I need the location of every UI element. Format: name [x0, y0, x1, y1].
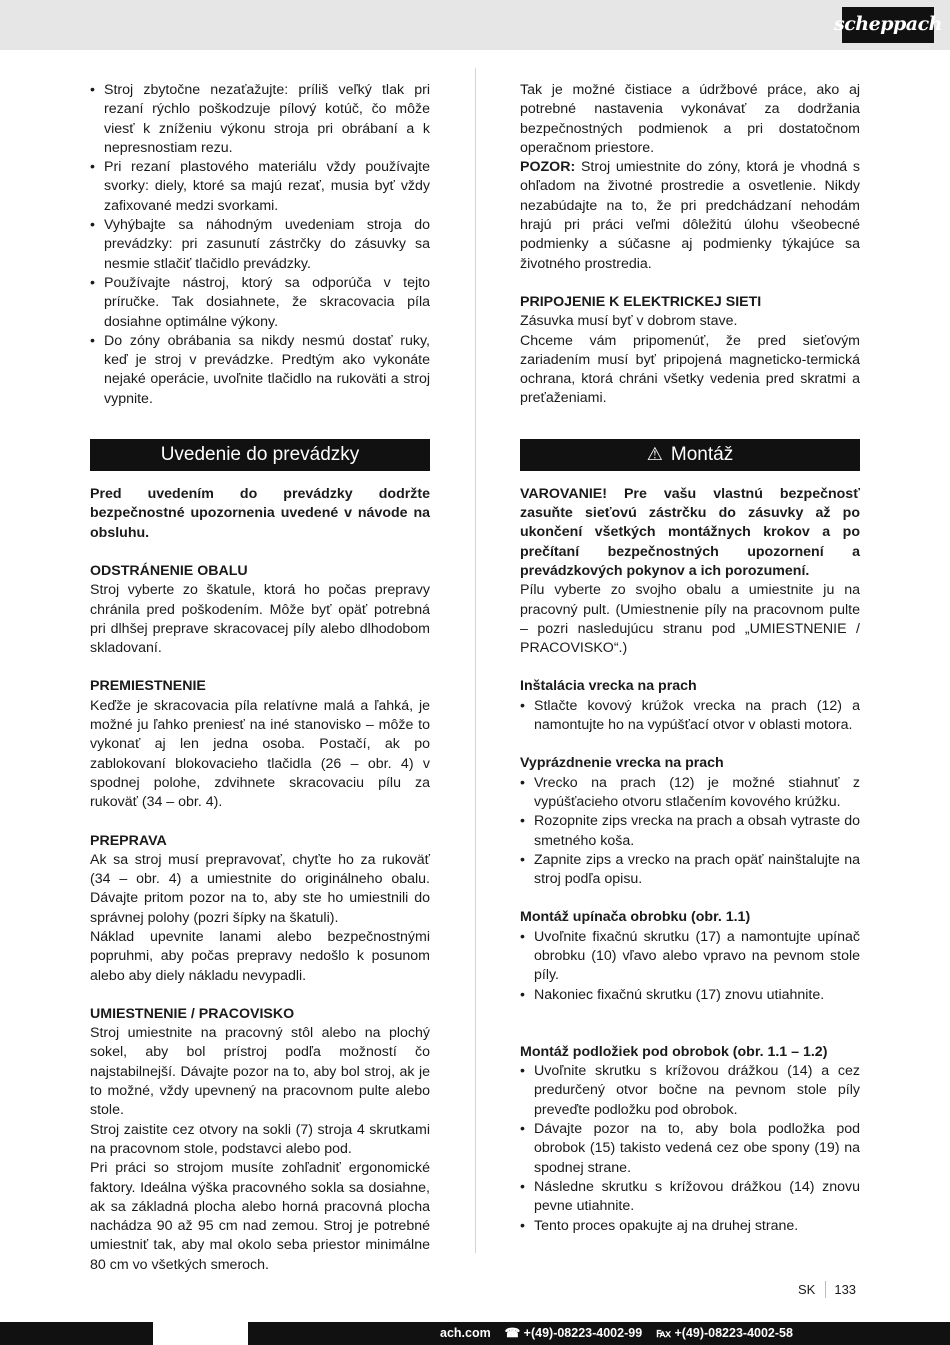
- dust-install-heading: Inštalácia vrecka na prach: [520, 678, 697, 695]
- support-list: [520, 1062, 860, 1236]
- footer-fax: ℻ +(49)-08223-4002-58: [656, 1326, 793, 1340]
- list-item: • Rozopnite zips vrecka na prach a obsah vytraste do smetného koša.: [520, 812, 860, 851]
- workplace-heading: UMIESTNENIE / PRACOVISKO: [90, 1005, 295, 1022]
- electrical-text: Zásuvka musí byť v dobrom stave.: [520, 313, 738, 330]
- assembly-warning: VAROVANIE! Pre vašu vlastnú bezpečnosť zasuňte sieťovú zástrčku do zásuvky až po ukončení všetkých montážnych krokov a po prečítaní bezpečnostných upozornení a prevádzkových pokynov a ich porozumení.: [520, 485, 860, 579]
- support-heading: Montáž podložiek pod obrobok (obr. 1.1 – 1.2): [520, 1043, 828, 1060]
- header-bar: [0, 0, 950, 50]
- right-column: [520, 81, 860, 1236]
- caution-text: Stroj umiestnite do zóny, ktorá je vhodná s ohľadom na životné prostredie a osvetlenie. Nikdy nezabúdajte na to, že pri predchádzaní nehodám hrajú pri práci veľmi dôležitú úlohu všeobecné podmienky a súčasne aj podmienky týkajúce sa životného prostredia.: [520, 159, 860, 272]
- unpacking-text: Stroj vyberte zo škatule, ktorá ho počas prepravy chránila pred poškodením. Môže byť opäť potrebná pri dlhšej preprave skracovacej píly alebo dlhodobom skladovaní.: [90, 582, 430, 657]
- clamp-list: [520, 928, 860, 1005]
- caution-paragraph: [520, 158, 860, 274]
- page-number-value: 133: [834, 1282, 857, 1297]
- section-banner-assembly: [520, 439, 860, 471]
- section-banner-commissioning: [90, 439, 430, 471]
- section-title: Montáž: [670, 444, 734, 466]
- caution-label: POZOR:: [520, 159, 576, 176]
- list-item: • Pri rezaní plastového materiálu vždy používajte svorky: diely, ktoré sa majú rezať, musia byť vždy zafixované medzi svorkami.: [90, 158, 430, 216]
- footer-contact: [440, 1322, 793, 1345]
- dust-empty-heading: Vyprázdnenie vrecka na prach: [520, 755, 724, 772]
- page-number-separator: [825, 1281, 826, 1298]
- list-item: • Používajte nástroj, ktorý sa odporúča v tejto príručke. Tak dosiahnete, že skracovacia píla dosiahne optimálne výkony.: [90, 274, 430, 332]
- list-item: • Uvoľnite fixačnú skrutku (17) a namontujte upínač obrobku (10) vľavo alebo vpravo na pevnom stole píly.: [520, 928, 860, 986]
- list-item: • Stlačte kovový krúžok vrecka na prach (12) a namontujte ho na vypúšťací otvor v oblasti motora.: [520, 697, 860, 736]
- language-code: SK: [798, 1282, 816, 1297]
- moving-heading: PREMIESTNENIE: [90, 678, 206, 695]
- list-item: • Uvoľnite skrutku s krížovou drážkou (14) a cez predurčený otvor bočne na pevnom stole píly preveďte podložku pod obrobok.: [520, 1062, 860, 1120]
- electrical-text: Chceme vám pripomenúť, že pred sieťovým zariadením musí byť pripojená magneticko-termická ochrana, ktorá chráni všetky vedenia pred skratmi a preťaženiami.: [520, 332, 860, 407]
- assembly-text: Pílu vyberte zo svojho obalu a umiestnite ju na pracovný pult. (Umiestnenie píly na pracovnom pulte – pozri nasledujúcu stranu pod „UMIESTNENIE / PRACOVISKO“.): [520, 582, 860, 657]
- dust-empty-list: [520, 774, 860, 890]
- list-item: • Vyhýbajte sa náhodným uvedeniam stroja do prevádzky: pri zasunutí zástrčky do zásuvky sa nesmie stlačiť tlačidlo prevádzky.: [90, 216, 430, 274]
- workplace-text: Stroj umiestnite na pracovný stôl alebo na plochý sokel, aby bol prístroj podľa možností čo najstabilnejší. Dávajte pozor na to, aby bol stroj, ak je to možné, vždy upevnený na pracovnom pulte alebo stole.: [90, 1025, 430, 1119]
- list-item: • Vrecko na prach (12) je možné stiahnuť z vypúšťacieho otvoru stlačením kovového krúžku.: [520, 774, 860, 813]
- left-column: [90, 81, 430, 1275]
- list-item: • Zapnite zips a vrecko na prach opäť nainštalujte na stroj podľa opisu.: [520, 851, 860, 890]
- moving-text: Keďže je skracovacia píla relatívne malá a ľahká, je možné ju ľahko preniesť na iné stanovisko – môže to vykonať aj len jedna osoba. Postačí, ak po zablokovaní blokovacieho tlačidla (26 – obr. 4) v spodnej polohe, zdvihnete skracovaciu pílu za rukoväť (34 – obr. 4).: [90, 697, 430, 811]
- list-item: • Nakoniec fixačnú skrutku (17) znovu utiahnite.: [520, 986, 860, 1005]
- workplace-text: Pri práci so strojom musíte zohľadniť ergonomické faktory. Ideálna výška pracovného sokla sa dosiahne, ak sa základná plocha alebo horná pracovná plocha nachádza 90 až 95 cm nad zemou. Stroj je potrebné umiestniť tak, aby mal okolo seba priestor minimálne 80 cm vo všetkých smeroch.: [90, 1160, 430, 1273]
- commissioning-intro: Pred uvedením do prevádzky dodržte bezpečnostné upozornenia uvedené v návode na obsluhu.: [90, 486, 430, 541]
- transport-text: Náklad upevnite lanami alebo bezpečnostnými popruhmi, aby počas prepravy nedošlo k posunom alebo aby diely nákladu nevypadli.: [90, 928, 430, 984]
- footer-white-block: [153, 1322, 248, 1345]
- workplace-continued-text: Tak je možné čistiace a údržbové práce, ako aj potrebné nastavenia vykonávať za dodržania bezpečnostných podmienok a pri dostatočnom operačnom priestore.: [520, 82, 860, 156]
- list-item: • Dávajte pozor na to, aby bola podložka pod obrobok (15) takisto vedená cez obe spony (19) na spodnej strane.: [520, 1120, 860, 1178]
- list-item: • Následne skrutku s krížovou drážkou (14) znovu pevne utiahnite.: [520, 1178, 860, 1217]
- unpacking-heading: ODSTRÁNENIE OBALU: [90, 562, 248, 579]
- footer-bar: [0, 1322, 950, 1345]
- clamp-heading: Montáž upínača obrobku (obr. 1.1): [520, 909, 751, 926]
- brand-logo: scheppach: [842, 7, 934, 43]
- dust-install-list: [520, 697, 860, 736]
- footer-web: ach.com: [440, 1326, 491, 1340]
- safety-bullet-list: [90, 81, 430, 409]
- footer-phone: ☎ +(49)-08223-4002-99: [504, 1326, 643, 1340]
- list-item: • Tento proces opakujte aj na druhej strane.: [520, 1217, 860, 1236]
- warning-triangle-icon: ⚠: [646, 444, 663, 465]
- column-divider: [475, 68, 476, 1253]
- workplace-text: Stroj zaistite cez otvory na sokli (7) stroja 4 skrutkami na pracovnom stole, podstavci alebo pod.: [90, 1121, 430, 1157]
- transport-heading: PREPRAVA: [90, 832, 167, 849]
- section-title: Uvedenie do prevádzky: [160, 444, 360, 466]
- list-item: • Do zóny obrábania sa nikdy nesmú dostať ruky, keď je stroj v prevádzke. Predtým ako vykonáte nejaké operácie, uvoľnite tlačidlo na rukoväti a stroj vypnite.: [90, 332, 430, 409]
- page-number: [798, 1280, 856, 1299]
- transport-text: Ak sa stroj musí prepravovať, chyťte ho za rukoväť (34 – obr. 4) a umiestnite do originálneho obalu. Dávajte pritom pozor na to, aby ste ho umiestnili do správnej polohy (pozri šípky na škatuli).: [90, 851, 430, 926]
- electrical-heading: PRIPOJENIE K ELEKTRICKEJ SIETI: [520, 293, 762, 310]
- list-item: • Stroj zbytočne nezaťažujte: príliš veľký tlak pri rezaní rýchlo poškodzuje pílový kotúč, čo môže viesť k zníženiu výkonu stroja pri obrábaní a k nepresnostiam rezu.: [90, 81, 430, 158]
